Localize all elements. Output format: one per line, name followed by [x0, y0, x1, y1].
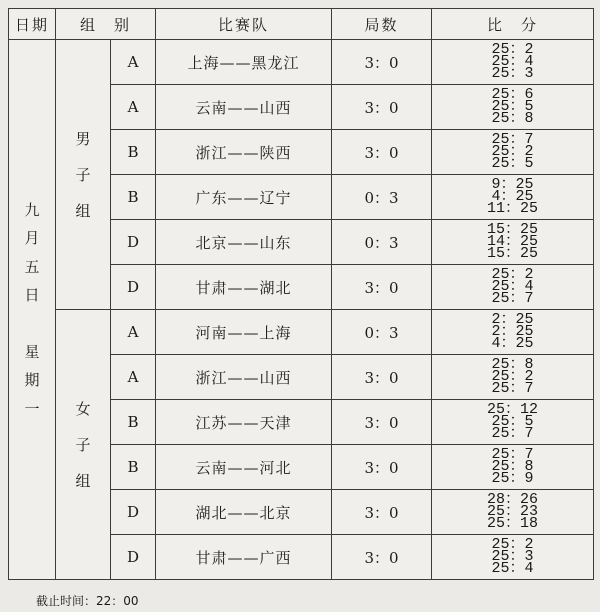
set-score: 4：25 [491, 335, 534, 352]
women-group-cell [56, 310, 111, 580]
vs-dash: —— [227, 323, 260, 342]
set-score: 25：12 [487, 401, 539, 418]
home-team: 北京 [195, 233, 228, 252]
vs-dash: —— [227, 278, 260, 297]
pool-cell: B [111, 130, 156, 175]
score-cell [432, 535, 594, 580]
games-cell: 0：3 [332, 310, 432, 355]
games-cell: 3：0 [332, 445, 432, 490]
away-team: 湖北 [259, 278, 292, 297]
set-score: 25：2 [491, 143, 534, 160]
header-date: 日期 [9, 9, 56, 40]
games-cell: 3：0 [332, 40, 432, 85]
set-score: 25：5 [491, 98, 534, 115]
set-score: 25：4 [491, 53, 534, 70]
date-char: 九 [24, 200, 40, 219]
set-score: 11：25 [487, 200, 539, 217]
set-score: 25：4 [491, 560, 534, 577]
set-score: 25：7 [491, 131, 534, 148]
vs-dash: —— [227, 413, 260, 432]
away-team: 山西 [259, 98, 292, 117]
pool-cell: D [111, 535, 156, 580]
match-cell [156, 355, 332, 400]
set-score: 25：8 [491, 110, 534, 127]
match-cell [156, 490, 332, 535]
score-cell [432, 445, 594, 490]
away-team: 北京 [259, 503, 292, 522]
date-char: 一 [24, 399, 40, 418]
match-cell [156, 85, 332, 130]
games-cell: 3：0 [332, 355, 432, 400]
games-cell: 0：3 [332, 175, 432, 220]
set-score: 25：6 [491, 86, 534, 103]
set-score: 25：2 [491, 536, 534, 553]
away-team: 山西 [259, 368, 292, 387]
score-cell [432, 355, 594, 400]
table-row [9, 310, 594, 355]
date-char: 期 [24, 371, 40, 390]
score-cell [432, 310, 594, 355]
date-char: 月 [24, 229, 40, 248]
games-cell: 3：0 [332, 130, 432, 175]
set-score: 15：25 [487, 221, 539, 238]
score-cell [432, 85, 594, 130]
set-score: 25：5 [491, 155, 534, 172]
set-score: 25：18 [487, 515, 539, 532]
men-group-cell [56, 40, 111, 310]
group-char: 男 [75, 129, 91, 148]
games-cell: 3：0 [332, 400, 432, 445]
score-cell [432, 400, 594, 445]
pool-cell: A [111, 40, 156, 85]
match-cell [156, 535, 332, 580]
set-score: 28：26 [487, 491, 539, 508]
set-score: 25：7 [491, 380, 534, 397]
score-cell [432, 40, 594, 85]
games-cell: 3：0 [332, 85, 432, 130]
home-team: 云南 [195, 458, 228, 477]
set-score: 25：2 [491, 41, 534, 58]
away-team: 山东 [259, 233, 292, 252]
home-team: 云南 [195, 98, 228, 117]
set-score: 25：8 [491, 458, 534, 475]
set-score: 25：2 [491, 266, 534, 283]
match-cell [156, 400, 332, 445]
date-char: 星 [24, 342, 40, 361]
deadline-note: 截止时间：22：00 [36, 594, 139, 608]
match-cell [156, 40, 332, 85]
away-team: 辽宁 [259, 188, 292, 207]
home-team: 浙江 [195, 368, 228, 387]
date-char: 日 [24, 286, 40, 305]
away-team: 陕西 [259, 143, 292, 162]
away-team: 黑龙江 [251, 53, 300, 72]
home-team: 湖北 [195, 503, 228, 522]
pool-cell: B [111, 400, 156, 445]
match-cell [156, 265, 332, 310]
score-cell [432, 490, 594, 535]
header-games: 局数 [332, 9, 432, 40]
home-team: 河南 [195, 323, 228, 342]
set-score: 25：3 [491, 65, 534, 82]
set-score: 4：25 [491, 188, 534, 205]
results-body [9, 40, 594, 580]
pool-cell: D [111, 265, 156, 310]
score-cell [432, 130, 594, 175]
vs-dash: —— [227, 98, 260, 117]
match-cell [156, 310, 332, 355]
home-team: 上海 [187, 53, 220, 72]
set-score: 14：25 [487, 233, 539, 250]
home-team: 甘肃 [195, 548, 228, 567]
set-score: 2：25 [491, 323, 534, 340]
header-row [9, 9, 594, 40]
group-char: 组 [75, 201, 91, 220]
vs-dash: —— [227, 368, 260, 387]
pool-cell: A [111, 355, 156, 400]
header-group: 组 别 [56, 9, 156, 40]
table-row [9, 40, 594, 85]
group-char: 子 [75, 165, 91, 184]
vs-dash: —— [227, 143, 260, 162]
home-team: 浙江 [195, 143, 228, 162]
vs-dash: —— [227, 548, 260, 567]
set-score: 25：5 [491, 413, 534, 430]
away-team: 上海 [259, 323, 292, 342]
set-score: 25：4 [491, 278, 534, 295]
match-cell [156, 220, 332, 265]
set-score: 25：2 [491, 368, 534, 385]
group-char: 组 [75, 471, 91, 490]
set-score: 9：25 [491, 176, 534, 193]
games-cell: 3：0 [332, 535, 432, 580]
set-score: 25：8 [491, 356, 534, 373]
header-teams: 比赛队 [156, 9, 332, 40]
group-char: 女 [75, 399, 91, 418]
away-team: 天津 [259, 413, 292, 432]
set-score: 15：25 [487, 245, 539, 262]
home-team: 广东 [195, 188, 228, 207]
match-cell [156, 445, 332, 490]
vs-dash: —— [227, 233, 260, 252]
set-score: 25：23 [487, 503, 539, 520]
match-cell [156, 175, 332, 220]
games-cell: 3：0 [332, 265, 432, 310]
pool-cell: B [111, 175, 156, 220]
set-score: 25：7 [491, 446, 534, 463]
vs-dash: —— [227, 188, 260, 207]
group-char: 子 [75, 435, 91, 454]
set-score: 25：9 [491, 470, 534, 487]
set-score: 25：7 [491, 290, 534, 307]
score-cell [432, 265, 594, 310]
results-table [8, 8, 594, 580]
vs-dash: —— [219, 53, 252, 72]
home-team: 江苏 [195, 413, 228, 432]
away-team: 河北 [259, 458, 292, 477]
pool-cell: D [111, 220, 156, 265]
vs-dash: —— [227, 503, 260, 522]
score-cell [432, 220, 594, 265]
games-cell: 3：0 [332, 490, 432, 535]
pool-cell: B [111, 445, 156, 490]
set-score: 25：7 [491, 425, 534, 442]
pool-cell: A [111, 310, 156, 355]
date-char: 五 [24, 257, 40, 276]
pool-cell: D [111, 490, 156, 535]
date-cell [9, 40, 56, 580]
match-cell [156, 130, 332, 175]
set-score: 25：3 [491, 548, 534, 565]
games-cell: 0：3 [332, 220, 432, 265]
pool-cell: A [111, 85, 156, 130]
away-team: 广西 [259, 548, 292, 567]
vs-dash: —— [227, 458, 260, 477]
score-cell [432, 175, 594, 220]
home-team: 甘肃 [195, 278, 228, 297]
date-char [9, 310, 55, 338]
set-score: 2：25 [491, 311, 534, 328]
header-score: 比 分 [432, 9, 594, 40]
